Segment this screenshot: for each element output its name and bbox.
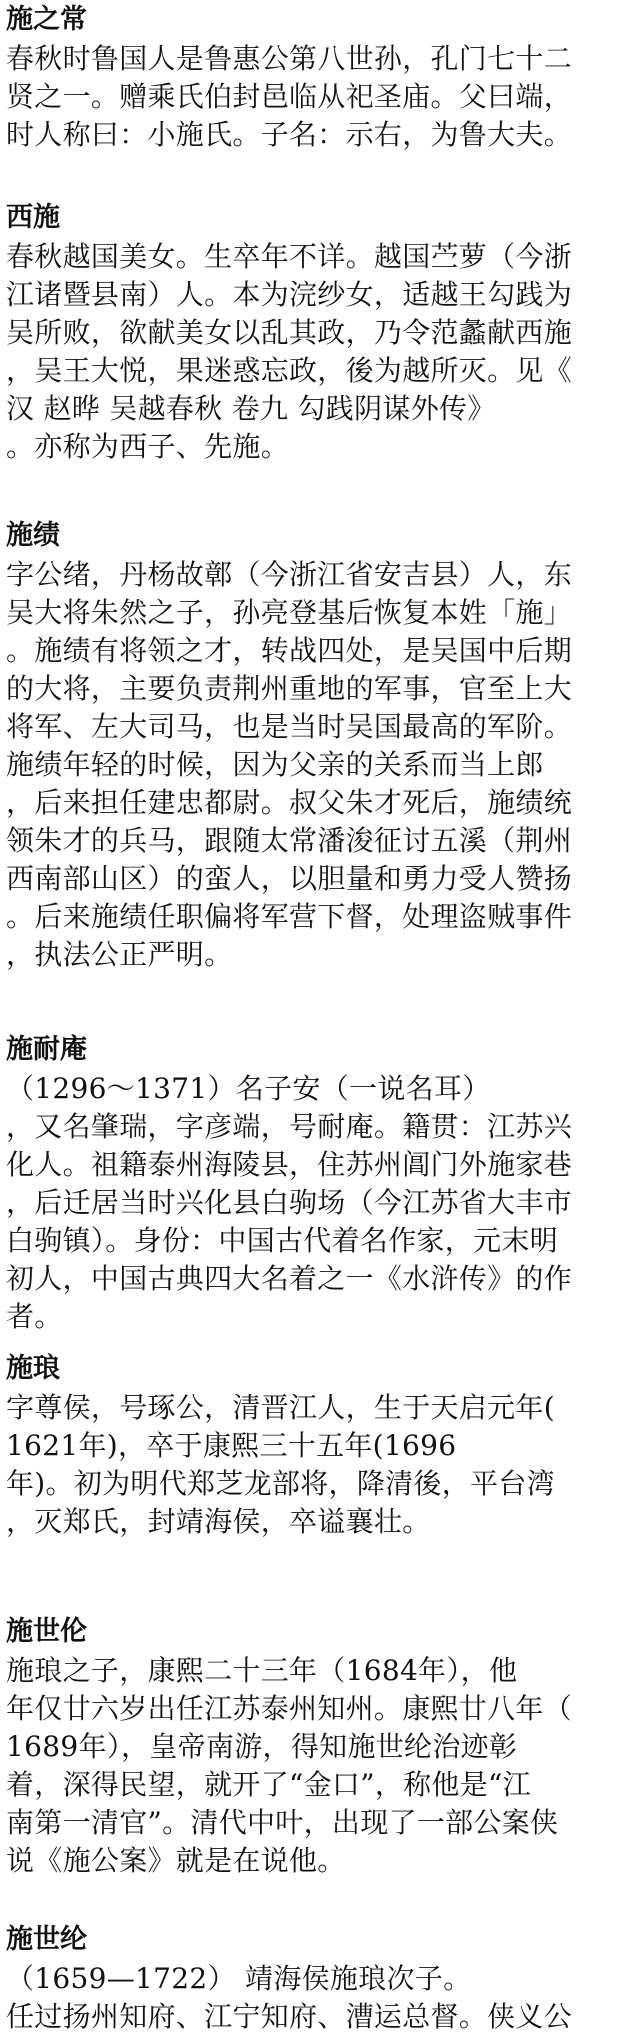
entry-shi-shilun-2: [0, 1920, 572, 2036]
text-line: 白驹镇）。身份：中国古代着名作家，元末明: [6, 1224, 559, 1257]
entry-title: 施琅: [6, 1353, 60, 1384]
text-line: 吴所败，欲献美女以乱其政，乃令范蠡献西施: [6, 316, 573, 349]
entry-body: [6, 1389, 555, 1541]
text-line: （1296～1371）名子安（一说名耳）: [6, 1072, 491, 1105]
text-line: 着，深得民望，就开了“金口”，称他是“江: [6, 1768, 531, 1801]
text-line: 。施绩有将领之才，转战四处，是吴国中后期: [6, 634, 573, 667]
text-line: 任过扬州知府、江宁知府、漕运总督。侠义公: [6, 2000, 573, 2033]
text-line: 春秋越国美女。生卒年不详。越国苎萝（今浙: [6, 240, 573, 273]
text-line: 南第一清官”。清代中叶，出现了一部公案侠: [6, 1806, 559, 1839]
text-line: 字尊侯，号琢公，清晋江人，生于天启元年(: [6, 1391, 555, 1424]
text-line: 西南部山区）的蛮人，以胆量和勇力受人赞扬: [6, 862, 573, 895]
text-line: 。亦称为西子、先施。: [6, 430, 290, 463]
text-line: 贤之一。赠乘氏伯封邑临从祀圣庙。父曰端，: [6, 80, 573, 113]
entry-body: [6, 556, 572, 974]
text-line: 初人，中国古典四大名着之一《水浒传》的作: [6, 1262, 573, 1295]
text-line: 汉 赵晔 吴越春秋 卷九 勾践阴谋外传》: [6, 392, 496, 425]
text-line: 将军、左大司马，也是当时吴国最高的军阶。: [6, 710, 573, 743]
text-line: 吴大将朱然之子，孙亮登基后恢复本姓「施」: [6, 596, 573, 629]
entry-xi-shi: [0, 198, 572, 466]
entry-body: [6, 40, 572, 154]
text-line: 。后来施绩任职偏将军营下督，处理盗贼事件: [6, 900, 573, 933]
entry-body: [6, 1960, 572, 2036]
entry-title: 施绩: [6, 520, 60, 551]
entry-title: 施之常: [6, 4, 87, 35]
text-line: ，后迁居当时兴化县白驹场（今江苏省大丰市: [6, 1186, 573, 1219]
entry-shi-lang: [0, 1349, 555, 1541]
entry-body: [6, 1070, 572, 1336]
text-line: 春秋时鲁国人是鲁惠公第八世孙，孔门七十二: [6, 42, 573, 75]
text-line: ，执法公正严明。: [6, 938, 233, 971]
entry-body: [6, 1652, 572, 1880]
text-line: ，又名肇瑞，字彦端，号耐庵。籍贯：江苏兴: [6, 1110, 573, 1143]
entry-title: 施耐庵: [6, 1034, 87, 1065]
text-line: 的大将，主要负责荆州重地的军事，官至上大: [6, 672, 573, 705]
text-line: 1621年)，卒于康熙三十五年(1696: [6, 1429, 457, 1462]
entry-shi-zhichang: [0, 0, 572, 154]
entry-title: 西施: [6, 202, 60, 233]
text-line: 年仅廿六岁出任江苏泰州知州。康熙廿八年（: [6, 1692, 573, 1725]
text-line: 者。: [6, 1300, 63, 1333]
entry-title: 施世纶: [6, 1924, 87, 1955]
text-line: （1659—1722） 靖海侯施琅次子。: [6, 1962, 472, 1995]
entry-shi-shilun: [0, 1612, 572, 1880]
text-line: ，灭郑氏，封靖海侯，卒谥襄壮。: [6, 1505, 431, 1538]
text-line: 江诸暨县南）人。本为浣纱女，适越王勾践为: [6, 278, 573, 311]
text-line: 施绩年轻的时候，因为父亲的关系而当上郎: [6, 748, 544, 781]
text-line: 施琅之子，康熙二十三年（1684年），他: [6, 1654, 518, 1687]
text-line: 领朱才的兵马，跟随太常潘浚征讨五溪（荆州: [6, 824, 573, 857]
text-line: 字公绪，丹杨故鄣（今浙江省安吉县）人，东: [6, 558, 573, 591]
text-line: ，吴王大悦，果迷惑忘政，後为越所灭。见《: [6, 354, 573, 387]
entry-title: 施世伦: [6, 1616, 87, 1647]
text-line: 1689年），皇帝南游，得知施世纶治迹彰: [6, 1730, 518, 1763]
text-line: 说《施公案》就是在说他。: [6, 1844, 346, 1877]
text-line: 时人称曰：小施氏。子名：示右，为鲁大夫。: [6, 118, 573, 151]
entry-shi-naian: [0, 1030, 572, 1336]
text-line: 年)。初为明代郑芝龙部将，降清後，平台湾: [6, 1467, 555, 1500]
entry-shi-ji: [0, 516, 572, 974]
entry-body: [6, 238, 572, 466]
text-line: ，后来担任建忠都尉。叔父朱才死后，施绩统: [6, 786, 573, 819]
text-line: 化人。祖籍泰州海陵县，住苏州阊门外施家巷: [6, 1148, 573, 1181]
